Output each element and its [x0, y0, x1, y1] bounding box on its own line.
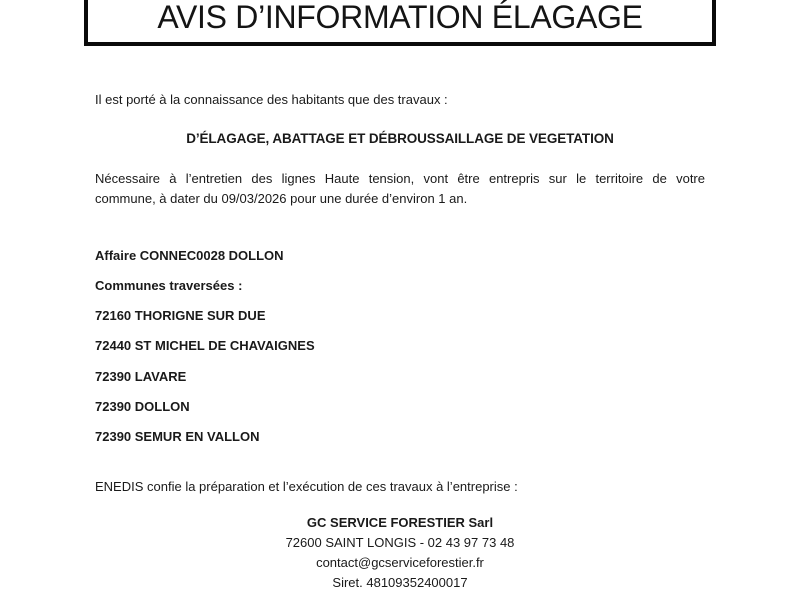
- company-siret: Siret. 48109352400017: [332, 575, 468, 590]
- works-description: [95, 169, 705, 209]
- enedis-statement: ENEDIS confie la préparation et l’exécution de ces travaux à l’entreprise :: [95, 479, 518, 494]
- company-address-phone: 72600 SAINT LONGIS - 02 43 97 73 48: [285, 535, 515, 550]
- commune-item: 72390 SEMUR EN VALLON: [95, 429, 260, 444]
- title-box: [84, 0, 716, 46]
- commune-item: 72390 DOLLON: [95, 399, 190, 414]
- works-heading: D’ÉLAGAGE, ABATTAGE ET DÉBROUSSAILLAGE DE VEGETATION: [186, 131, 614, 146]
- commune-item: 72440 ST MICHEL DE CHAVAIGNES: [95, 338, 315, 353]
- works-description-line-1: Nécessaire à l’entretien des lignes Haute tension, vont être entrepris sur le territoire de votre: [95, 171, 705, 186]
- company-name: GC SERVICE FORESTIER Sarl: [306, 515, 494, 530]
- intro-text: Il est porté à la connaissance des habitants que des travaux :: [95, 92, 448, 107]
- page-title: AVIS D’INFORMATION ÉLAGAGE: [157, 0, 643, 35]
- company-block: [0, 513, 800, 593]
- works-description-line-2: commune, à dater du 09/03/2026 pour une durée d’environ 1 an.: [95, 191, 468, 206]
- communes-label: Communes traversées :: [95, 278, 243, 293]
- affaire-reference: Affaire CONNEC0028 DOLLON: [95, 248, 284, 263]
- commune-item: 72390 LAVARE: [95, 369, 187, 384]
- commune-item: 72160 THORIGNE SUR DUE: [95, 308, 266, 323]
- company-email: contact@gcserviceforestier.fr: [316, 555, 484, 570]
